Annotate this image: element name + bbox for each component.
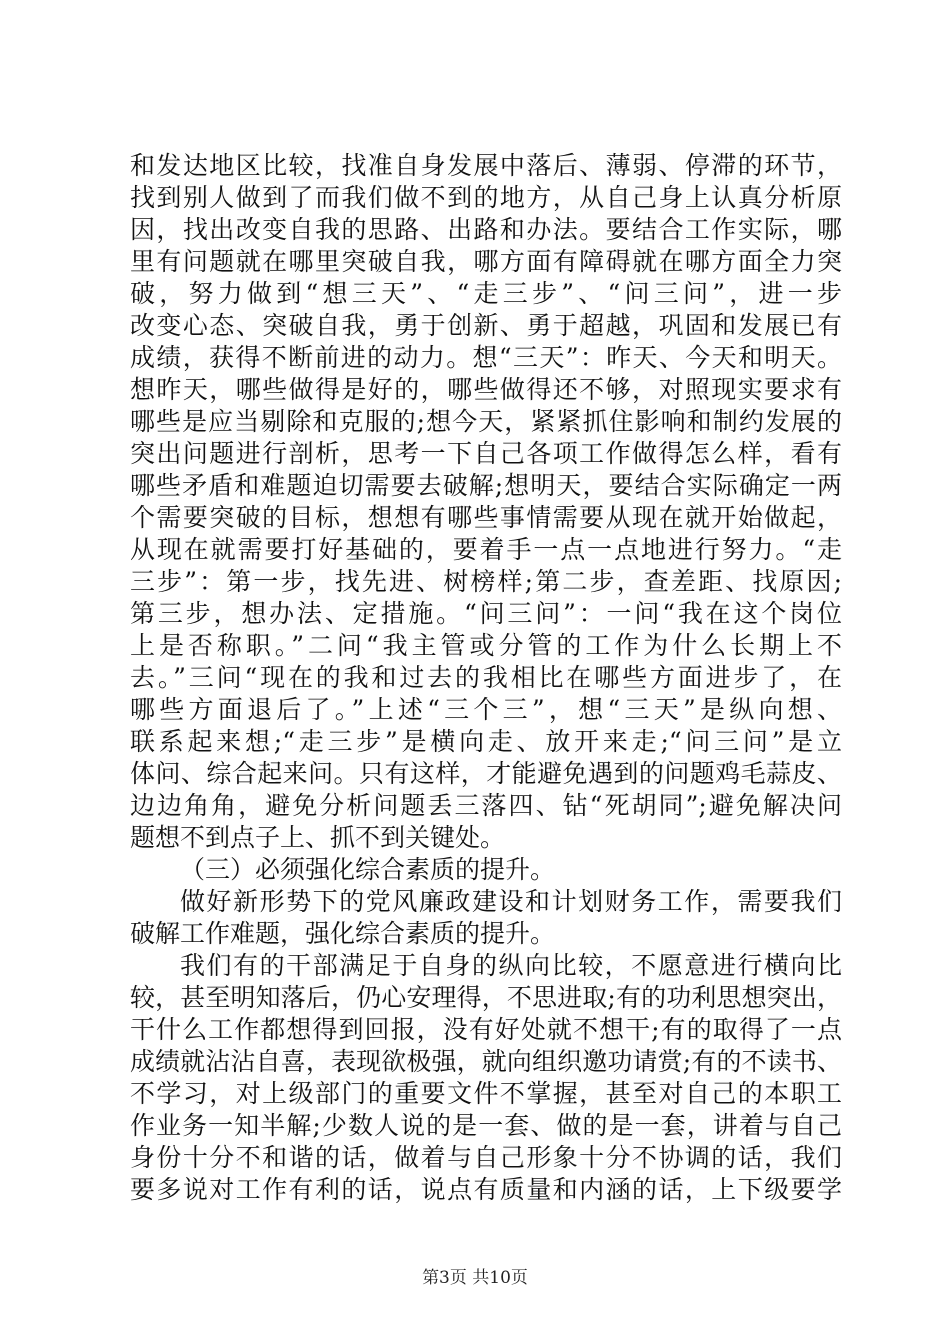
text-line: 做好新形势下的党风廉政建设和计划财务工作，需要我们 xyxy=(180,887,842,916)
text-line: 上是否称职。”二问“我主管或分管的工作为什么长期上不 xyxy=(130,631,842,660)
text-line: 体问、综合起来问。只有这样，才能避免遇到的问题鸡毛蒜皮、 xyxy=(130,759,842,788)
text-line: 作业务一知半解;少数人说的是一套、做的是一套，讲着与自己 xyxy=(130,1111,842,1140)
text-line: 身份十分不和谐的话，做着与自己形象十分不协调的话，我们 xyxy=(130,1143,842,1172)
text-line: 破，努力做到“想三天”、“走三步”、“问三问”，进一步 xyxy=(130,279,842,308)
paragraph-cadre-problems xyxy=(130,950,842,1206)
text-line: 个需要突破的目标，想想有哪些事情需要从现在就开始做起， xyxy=(130,503,842,532)
text-line: 成绩，获得不断前进的动力。想“三天”：昨天、今天和明天。 xyxy=(130,343,842,372)
document-body xyxy=(130,150,842,1206)
text-line: 从现在就需要打好基础的，要着手一点一点地进行努力。“走 xyxy=(130,535,842,564)
text-line: 我们有的干部满足于自身的纵向比较，不愿意进行横向比 xyxy=(180,951,842,980)
text-line: 哪些方面退后了。”上述“三个三”，想“三天”是纵向想、 xyxy=(130,695,842,724)
heading-line: （三）必须强化综合素质的提升。 xyxy=(180,855,556,884)
text-line: 联系起来想;“走三步”是横向走、放开来走;“问三问”是立 xyxy=(130,727,842,756)
text-line: 和发达地区比较，找准自身发展中落后、薄弱、停滞的环节， xyxy=(130,151,842,180)
text-line: 题想不到点子上、抓不到关键处。 xyxy=(130,823,506,852)
text-line: 成绩就沾沾自喜，表现欲极强，就向组织邀功请赏;有的不读书、 xyxy=(130,1047,842,1076)
text-line: 较，甚至明知落后，仍心安理得，不思进取;有的功利思想突出， xyxy=(130,983,842,1012)
section-heading xyxy=(130,854,842,886)
text-line: 改变心态、突破自我，勇于创新、勇于超越，巩固和发展已有 xyxy=(130,311,842,340)
text-line: 哪些是应当剔除和克服的;想今天，紧紧抓住影响和制约发展的 xyxy=(130,407,842,436)
text-line: 找到别人做到了而我们做不到的地方，从自己身上认真分析原 xyxy=(130,183,842,212)
text-line: 要多说对工作有利的话，说点有质量和内涵的话，上下级要学 xyxy=(130,1175,842,1204)
paragraph-intro xyxy=(130,886,842,950)
text-line: 突出问题进行剖析，思考一下自己各项工作做得怎么样，看有 xyxy=(130,439,842,468)
text-line: 里有问题就在哪里突破自我，哪方面有障碍就在哪方面全力突 xyxy=(130,247,842,276)
text-line: 三步”：第一步，找先进、树榜样;第二步，查差距、找原因; xyxy=(130,567,842,596)
text-line: 第三步，想办法、定措施。“问三问”：一问“我在这个岗位 xyxy=(130,599,842,628)
text-line: 不学习，对上级部门的重要文件不掌握，甚至对自己的本职工 xyxy=(130,1079,842,1108)
text-line: 因，找出改变自我的思路、出路和办法。要结合工作实际，哪 xyxy=(130,215,842,244)
paragraph-reflection-methods xyxy=(130,150,842,854)
text-line: 去。”三问“现在的我和过去的我相比在哪些方面进步了，在 xyxy=(130,663,842,692)
text-line: 边边角角，避免分析问题丢三落四、钻“死胡同”;避免解决问 xyxy=(130,791,842,820)
text-line: 哪些矛盾和难题迫切需要去破解;想明天，要结合实际确定一两 xyxy=(130,471,842,500)
text-line: 破解工作难题，强化综合素质的提升。 xyxy=(130,919,556,948)
text-line: 想昨天，哪些做得是好的，哪些做得还不够，对照现实要求有 xyxy=(130,375,842,404)
text-line: 干什么工作都想得到回报，没有好处就不想干;有的取得了一点 xyxy=(130,1015,842,1044)
page-number-footer: 第3页 共10页 xyxy=(422,1268,528,1288)
